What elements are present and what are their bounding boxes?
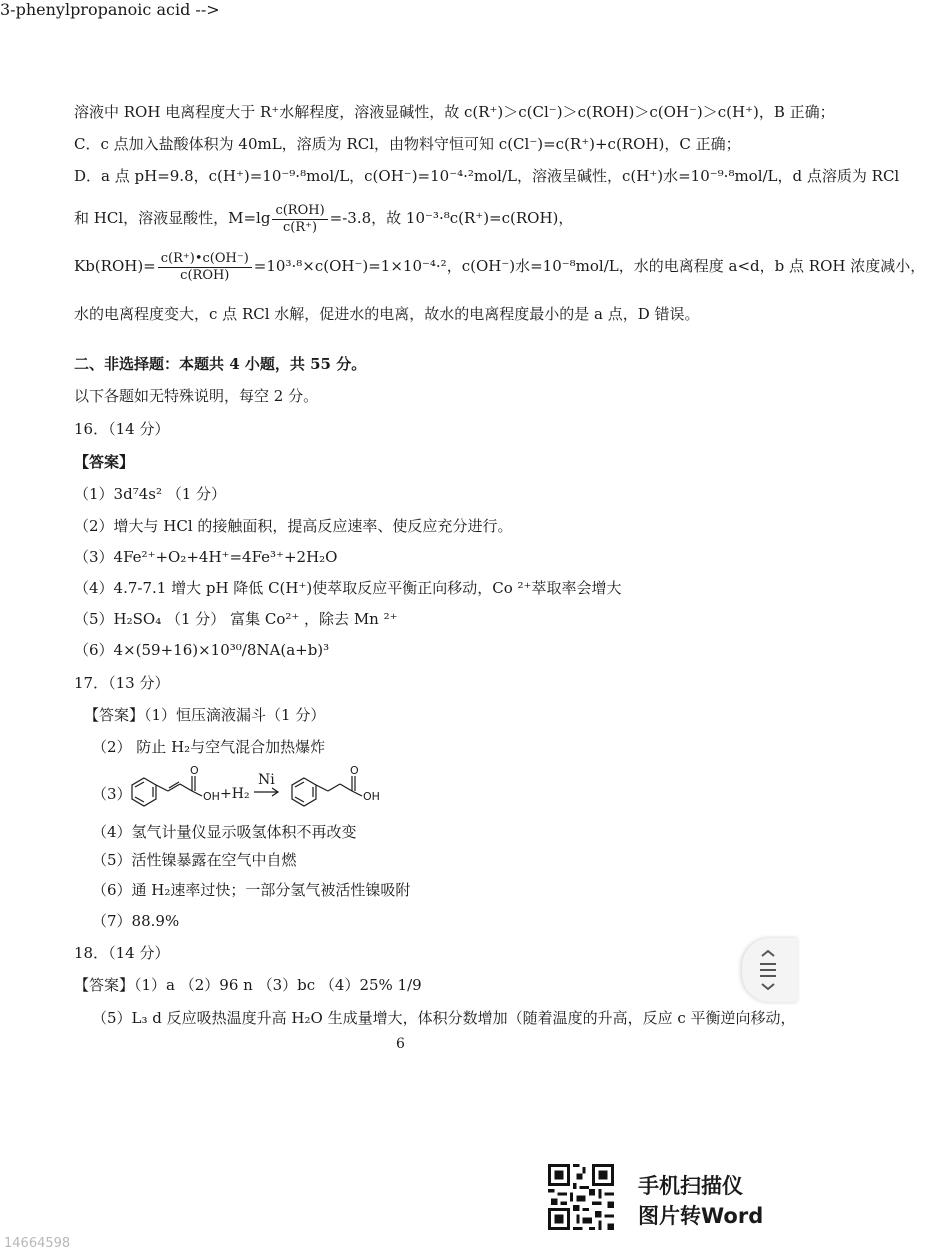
question-18-header: 18．（14 分）: [74, 944, 170, 962]
answer-16-2: （2）增大与 HCl 的接触面积，提高反应速率、使反应充分进行。: [74, 517, 513, 535]
answer-17-5: （5）活性镍暴露在空气中自燃: [92, 851, 297, 869]
text-line-2: C．c 点加入盐酸体积为 40mL，溶质为 RCl，由物料守恒可知 c(Cl⁻)=c(R⁺)+c(ROH)，C 正确；: [74, 135, 741, 153]
document-page: 溶液中 ROH 电离程度大于 R⁺水解程度，溶液显碱性，故 c(R⁺)＞c(Cl⁻)＞c(ROH)＞c(OH⁻)＞c(H⁺)，B 正确； C．c 点加入盐酸体积为 40mL，溶质为 RCl，由物料守恒可知 c(Cl⁻)=c(R⁺)+c(ROH)，C 正确； D．a 点 pH=9.8，c(H⁺)=10⁻⁹·⁸mol/L，c(OH⁻)=10⁻⁴·²mol/L，溶液呈碱性，c(H⁺)水=10⁻⁹·⁸mol/L，d 点溶质为 RCl 和 HCl，溶液显酸性，M=lg $\frac{\text{c(ROH)}}{c(R^+)}$ =-3.8，故 10⁻³·⁸c(R⁺)=c(ROH)， Kb(ROH)= $\frac{c(R^+)•c(OH^-)}{\text{c(ROH)}}$ =10³·⁸×c(OH⁻)=1×10⁻⁴·²，c(OH⁻)水=10⁻⁸mol/L，水的电离程度 a<d，b 点 ROH 浓度减小， 水的电离程度变大，c 点 RCl 水解，促进水的电离，故水的电离程度最小的是 a 点，D 错误。 二、非选择题：本题共 4 小题，共 55 分。 以下各题如无特殊说明，每空 2 分。 16．（14 分） 【答案】 （1）3d⁷4s² （1 分） （2）增大与 HCl 的接触面积，提高反应速率、使反应充分进行。 （3）4Fe²⁺+O₂+4H⁺=4Fe³⁺+2H₂O （4）4.7-7.1 增大 pH 降低 C(H⁺)使萃取反应平衡正向移动，Co ²⁺萃取率会增大 （5）H₂SO₄ （1 分） 富集 Co²⁺ ，除去 Mn ²⁺ （6）4×(59+16)×10³⁰/8NA(a+b)³ 17．（13 分） 【答案】（1）恒压滴液漏斗（1 分） （2） 防止 H₂与空气混合加热爆炸 （3） 3-phenylpropanoic acid --> O OH O OH +H₂ Ni （4）氢气计量仪显示吸氢体积不再改变 （5）活性镍暴露在空气中自燃 （6）通 H₂速率过快；一部分氢气被活性镍吸附 （7）88.9% 18．（14 分） 【答案】（1）a （2）96 n （3）bc （4）25% 1/9 （5）L₃ d 反应吸热温度升高 H₂O 生成量增大，体积分数增加（随着温度的升高，反应 c 平衡逆向移动， 6 手机扫描仪 图片转Word 14664598: [0, 0, 925, 1251]
scan-app-subtitle: 图片转Word: [638, 1204, 764, 1228]
nickel-catalyst: Ni: [258, 772, 275, 788]
document-id: 14664598: [4, 1236, 71, 1251]
qr-code-icon[interactable]: [548, 1164, 614, 1230]
text-line-6: 水的电离程度变大，c 点 RCl 水解，促进水的电离，故水的电离程度最小的是 a 点，D 错误。: [74, 305, 700, 323]
text-line-4-end: =-3.8，故 10⁻³·⁸c(R⁺)=c(ROH)，: [329, 209, 574, 227]
fraction-m-denominator: c(R⁺): [283, 219, 318, 235]
section-heading: 二、非选择题：本题共 4 小题，共 55 分。: [74, 355, 367, 373]
fraction-kb-numerator: c(R⁺)•c(OH⁻): [158, 251, 252, 268]
text-line-4-start: 和 HCl，溶液显酸性，M=lg: [74, 209, 271, 227]
page-number: 6: [396, 1036, 405, 1052]
hydroxyl-reactant: OH: [203, 790, 220, 803]
answer-16-4: （4）4.7-7.1 增大 pH 降低 C(H⁺)使萃取反应平衡正向移动，Co ²⁺萃取率会增大: [74, 579, 622, 597]
answer-17-1: 【答案】（1）恒压滴液漏斗（1 分）: [84, 706, 326, 724]
question-16-header: 16．（14 分）: [74, 420, 170, 438]
answer-18-1: 【答案】（1）a （2）96 n （3）bc （4）25% 1/9: [74, 976, 422, 994]
answer-17-2: （2） 防止 H₂与空气混合加热爆炸: [92, 738, 326, 756]
fraction-m: [272, 203, 327, 236]
answer-17-6: （6）通 H₂速率过快；一部分氢气被活性镍吸附: [92, 881, 411, 899]
scan-app-title: 手机扫描仪: [638, 1174, 743, 1198]
fraction-m-numerator: c(ROH): [272, 203, 327, 220]
answer-18-2: （5）L₃ d 反应吸热温度升高 H₂O 生成量增大，体积分数增加（随着温度的升高，反应 c 平衡逆向移动，: [92, 1009, 796, 1027]
answer-16-6: （6）4×(59+16)×10³⁰/8NA(a+b)³: [74, 641, 330, 659]
text-line-3: D．a 点 pH=9.8，c(H⁺)=10⁻⁹·⁸mol/L，c(OH⁻)=10⁻⁴·²mol/L，溶液呈碱性，c(H⁺)水=10⁻⁹·⁸mol/L，d 点溶质为 RCl: [74, 167, 900, 185]
text-line-5-end: =10³·⁸×c(OH⁻)=1×10⁻⁴·²，c(OH⁻)水=10⁻⁸mol/L，水的电离程度 a<d，b 点 ROH 浓度减小，: [253, 257, 925, 275]
text-line-4: [74, 198, 573, 238]
hydrogen-reagent: +H₂: [220, 786, 250, 802]
carbonyl-o-product: O: [350, 764, 359, 777]
answer-17-3-label: （3）: [92, 785, 132, 803]
answer-16-5: （5）H₂SO₄ （1 分） 富集 Co²⁺ ，除去 Mn ²⁺: [74, 610, 398, 628]
answer-16-3: （3）4Fe²⁺+O₂+4H⁺=4Fe³⁺+2H₂O: [74, 548, 338, 566]
scroll-toggle-button[interactable]: [742, 938, 798, 1002]
hydroxyl-product: OH: [363, 790, 380, 803]
section-note: 以下各题如无特殊说明，每空 2 分。: [74, 387, 319, 405]
text-line-1: 溶液中 ROH 电离程度大于 R⁺水解程度，溶液显碱性，故 c(R⁺)＞c(Cl⁻)＞c(ROH)＞c(OH⁻)＞c(H⁺)，B 正确；: [74, 103, 835, 121]
text-line-5: [74, 246, 925, 286]
scroll-arrows-icon: [742, 938, 798, 1002]
reaction-scheme: [120, 764, 420, 820]
carbonyl-o-reactant: O: [190, 764, 199, 777]
answer-17-7: （7）88.9%: [92, 912, 180, 930]
fraction-kb-denominator: c(ROH): [180, 267, 230, 283]
fraction-kb: [158, 251, 252, 284]
answer-16-label: 【答案】: [74, 453, 135, 471]
question-17-header: 17．（13 分）: [74, 674, 170, 692]
answer-17-4: （4）氢气计量仪显示吸氢体积不再改变: [92, 823, 357, 841]
text-line-5-start: Kb(ROH)=: [74, 257, 156, 275]
answer-16-1: （1）3d⁷4s² （1 分）: [74, 485, 227, 503]
